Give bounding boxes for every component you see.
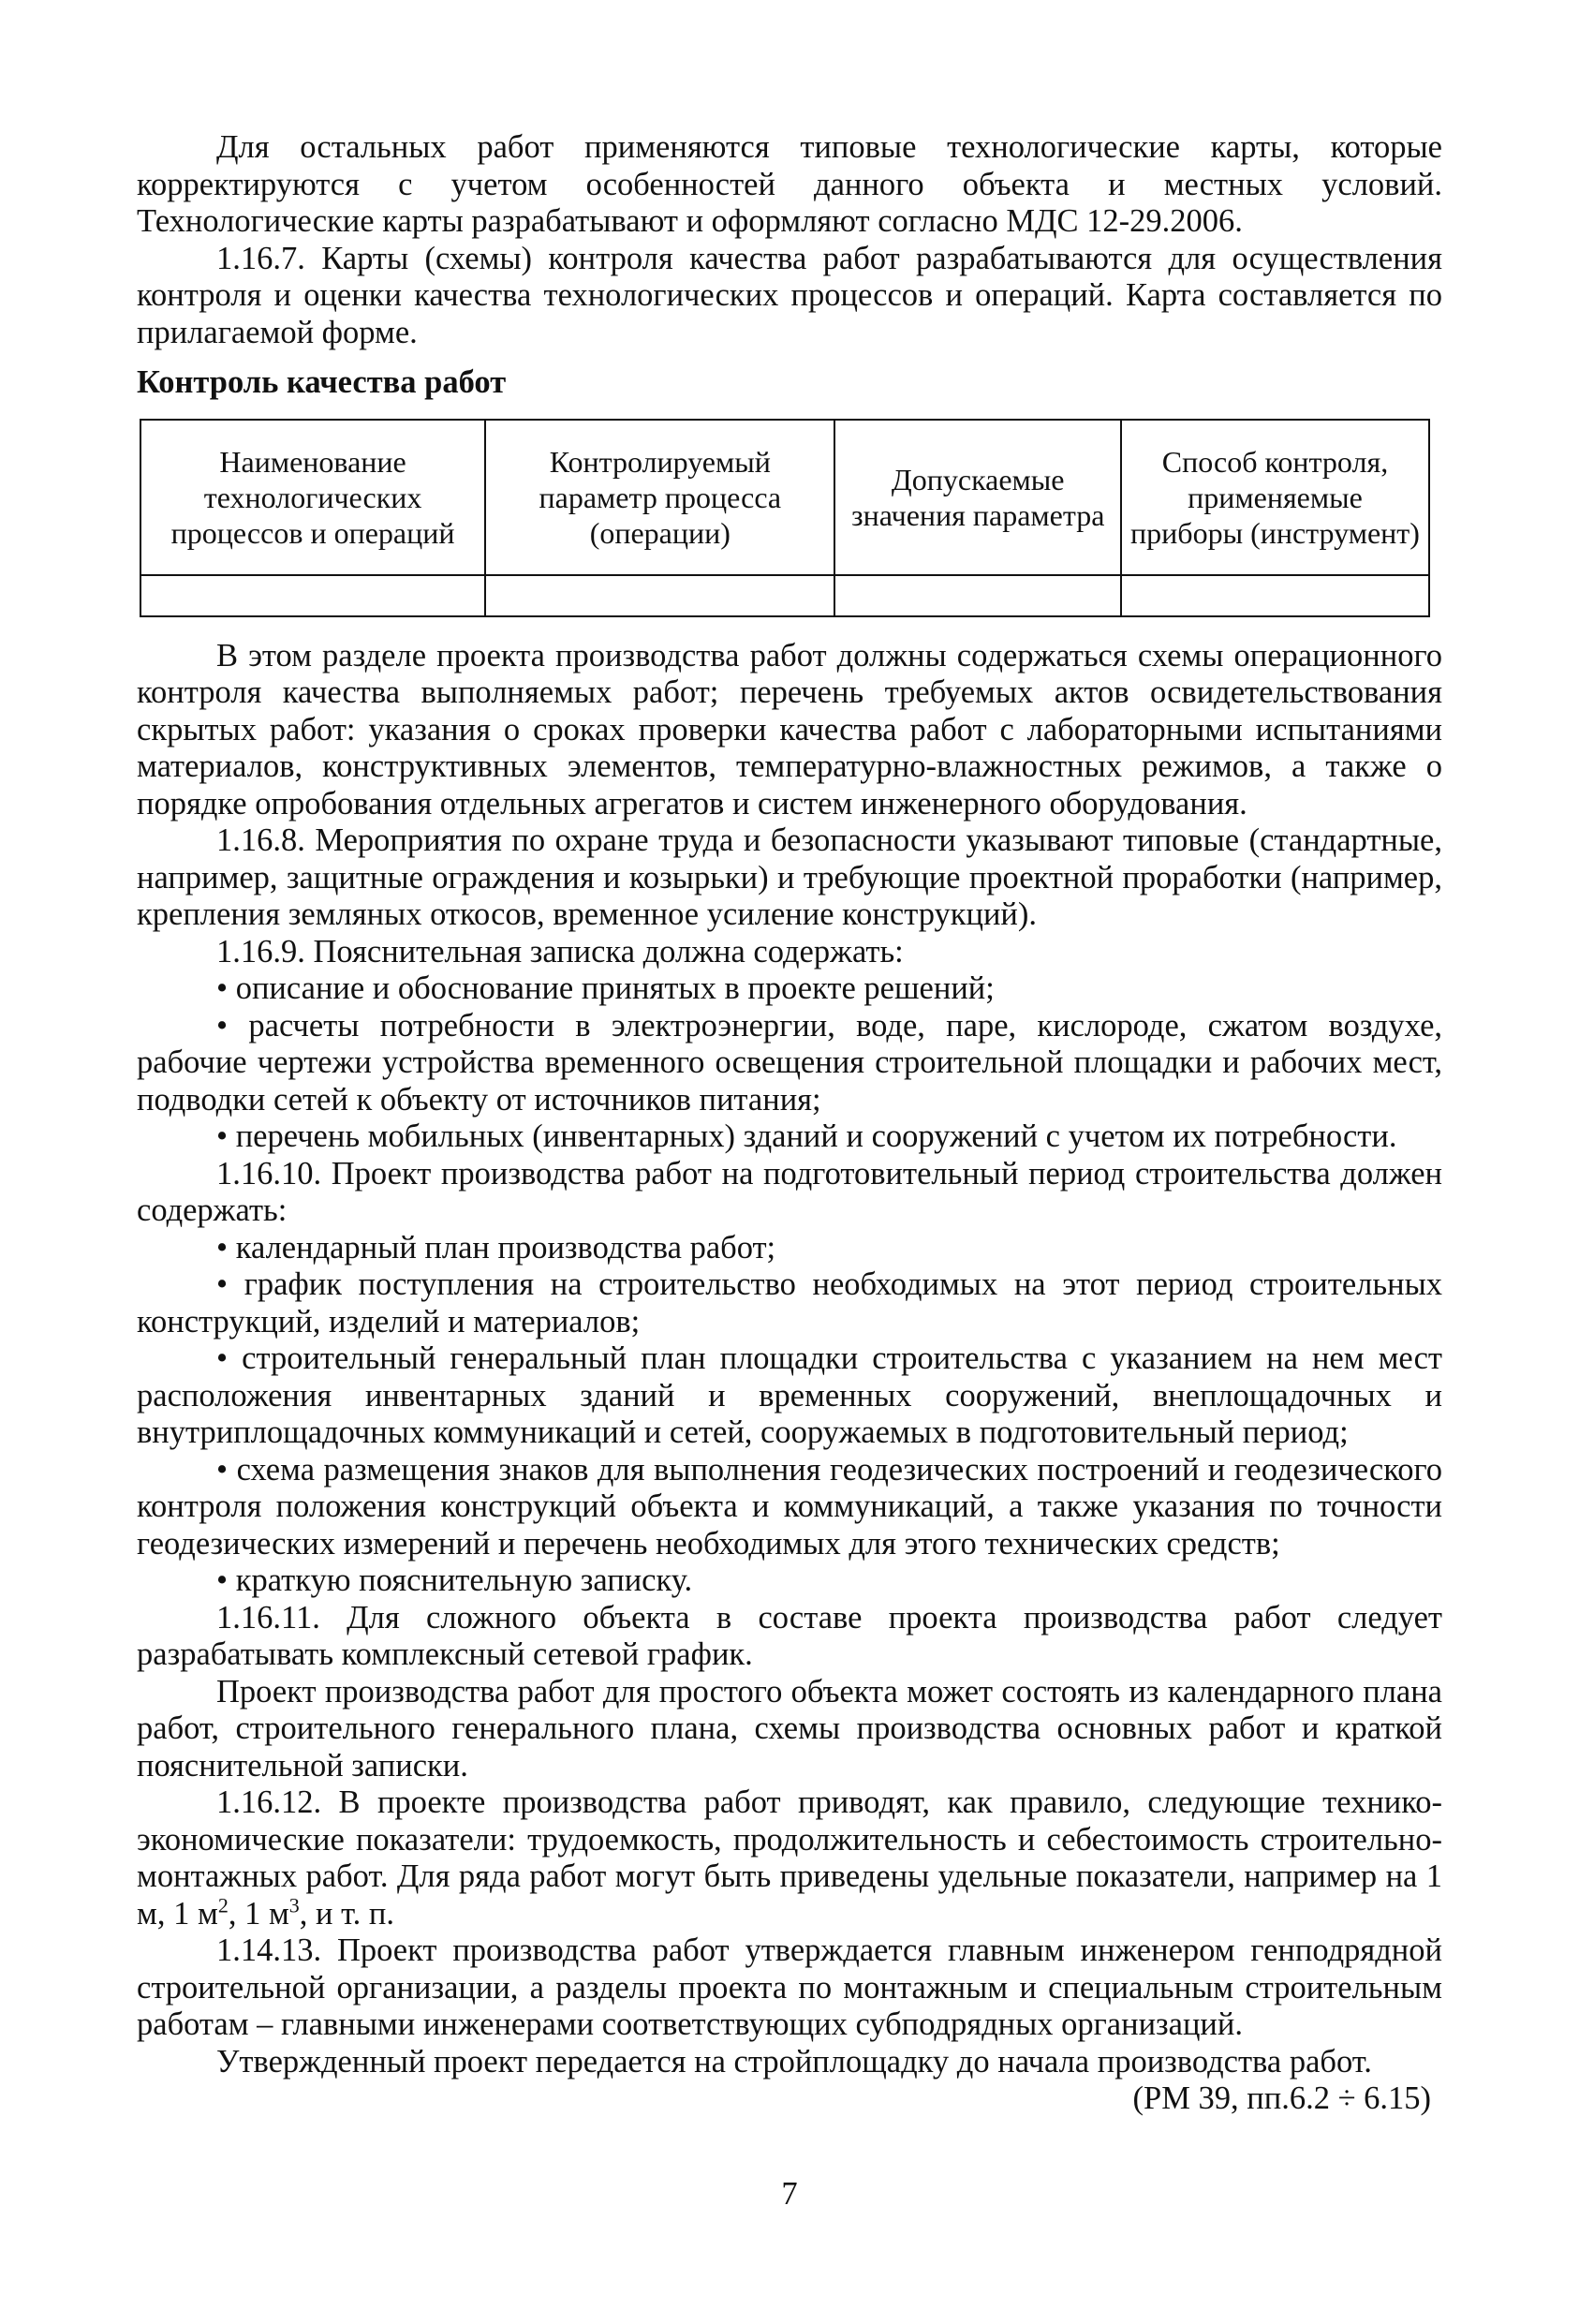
bullet-icon: • bbox=[216, 1266, 229, 1302]
bullet-icon: • bbox=[216, 1229, 229, 1266]
list-item bbox=[137, 1118, 1442, 1156]
paragraph-1-14-13: 1.14.13. Проект производства работ утверждается главным инженером генподрядной строительной организации, а разделы проекта по монтажным и специальным строительным работам – главными инженерами соответствующих субподрядных организаций. bbox=[137, 1932, 1442, 2042]
paragraph-intro: Для остальных работ применяются типовые технологические карты, которые корректируются с учетом особенностей данного объекта и местных условий. Технологические карты разрабатывают и оформляют согласно МДС 12-29.2006. bbox=[137, 129, 1442, 239]
table-header-row bbox=[140, 420, 1429, 575]
list-item-text: расчеты потребности в электроэнергии, воде, паре, кислороде, сжатом воздухе, рабочие чертежи устройства временного освещения строительной площадки и рабочих мест, подводки сетей к объекту от источников питания; bbox=[137, 1007, 1443, 1118]
list-item-text: описание и обоснование принятых в проекте решений; bbox=[235, 970, 995, 1006]
table-cell bbox=[140, 575, 485, 616]
unit-square-meter: 1 м bbox=[173, 1895, 218, 1932]
paragraph-1-16-7: 1.16.7. Карты (схемы) контроля качества работ разрабатываются для осуществления контроля и оценки качества технологических процессов и операций. Карта составляется по прилагаемой форме. bbox=[137, 240, 1442, 350]
list-item-text: краткую пояснительную записку. bbox=[235, 1562, 693, 1598]
unit-cubic-meter: 1 м bbox=[244, 1895, 289, 1932]
paragraph-1-16-12-text: 1.16.12. В проекте производства работ приводят, как правило, следующие технико-экономические показатели: трудоемкость, продолжительность и себестоимость строительно-монтажных работ. Для ряда работ могут быть приведены удельные показатели, например на bbox=[137, 1784, 1442, 1894]
table-title: Контроль качества работ bbox=[137, 364, 507, 400]
superscript-3: 3 bbox=[288, 1893, 300, 1917]
list-item-text: схема размещения знаков для выполнения геодезических построений и геодезического контроля положения конструкций объекта и коммуникаций, а также указания по точности геодезических измерений и перечень необходимых для этого технических средств; bbox=[137, 1451, 1443, 1562]
paragraph-1-16-12: 1.16.12. В проекте производства работ приводят, как правило, следующие технико-экономические показатели: трудоемкость, продолжительность и себестоимость строительно-монтажных работ. Для ряда работ могут быть приведены удельные показатели, например на 1 м, 1 $м^2$, 1 $м^3$, и т. п. bbox=[137, 1784, 1443, 1932]
list-item bbox=[137, 970, 1442, 1008]
table-cell bbox=[485, 575, 834, 616]
paragraph-simple-object: Проект производства работ для простого объекта может состоять из календарного плана работ, строительного генерального плана, схемы производства основных работ и краткой пояснительной записки. bbox=[137, 1673, 1442, 1784]
table-header-cell: Контролируемый параметр процесса (операции) bbox=[485, 420, 834, 575]
superscript-2: 2 bbox=[217, 1893, 229, 1917]
document-page bbox=[137, 129, 1442, 2213]
bullet-icon: • bbox=[216, 1562, 229, 1598]
bullet-icon: • bbox=[216, 1007, 229, 1044]
paragraph-1-16-9: 1.16.9. Пояснительная записка должна содержать: bbox=[216, 933, 904, 970]
quality-control-table bbox=[140, 419, 1430, 617]
table-header-cell: Способ контроля, применяемые приборы (инструмент) bbox=[1121, 420, 1429, 575]
list-item bbox=[137, 1266, 1442, 1340]
unit-meter: 1 м, bbox=[137, 1858, 1443, 1932]
paragraph-approved-project: Утвержденный проект передается на стройплощадку до начала производства работ. bbox=[216, 2043, 1372, 2080]
paragraph-section-contents: В этом разделе проекта производства работ должны содержаться схемы операционного контроля качества выполняемых работ; перечень требуемых актов освидетельствования скрытых работ: указания о сроках проверки качества работ с лабораторными испытаниями материалов, конструктивных элементов, температурно-влажностных режимов, а также о порядке опробования отдельных агрегатов и систем инженерного оборудования. bbox=[137, 637, 1442, 822]
list-item-text: календарный план производства работ; bbox=[235, 1229, 776, 1266]
bullet-icon: • bbox=[216, 1340, 229, 1376]
bullet-icon: • bbox=[216, 1451, 229, 1488]
list-item bbox=[137, 1562, 1442, 1600]
unit-tail: , и т. п. bbox=[299, 1895, 394, 1932]
paragraph-1-16-11: 1.16.11. Для сложного объекта в составе проекта производства работ следует разрабатывать комплексный сетевой график. bbox=[137, 1599, 1442, 1672]
bullet-icon: • bbox=[216, 970, 229, 1006]
page-number: 7 bbox=[781, 2175, 798, 2212]
list-item bbox=[137, 1008, 1442, 1119]
list-item bbox=[137, 1230, 1442, 1267]
table-cell bbox=[834, 575, 1121, 616]
list-item-text: строительный генеральный план площадки строительства с указанием на нем мест расположения инвентарных зданий и временных сооружений, внеплощадочных и внутриплощадочных коммуникаций и сетей, сооружаемых в подготовительный период; bbox=[137, 1340, 1442, 1450]
table-row bbox=[140, 575, 1429, 616]
list-item-text: перечень мобильных (инвентарных) зданий и сооружений с учетом их потребности. bbox=[235, 1118, 1397, 1154]
bullet-icon: • bbox=[216, 1118, 229, 1154]
table-header-cell: Наименование технологических процессов и операций bbox=[140, 420, 485, 575]
table-cell bbox=[1121, 575, 1429, 616]
list-item bbox=[137, 1452, 1442, 1563]
paragraph-1-16-8: 1.16.8. Мероприятия по охране труда и безопасности указывают типовые (стандартные, например, защитные ограждения и козырьки) и требующие проектной проработки (например, крепления земляных откосов, временное усиление конструкций). bbox=[137, 822, 1442, 932]
list-item bbox=[137, 1340, 1442, 1452]
paragraph-1-16-10: 1.16.10. Проект производства работ на подготовительный период строительства должен содержать: bbox=[137, 1155, 1442, 1228]
source-reference: (РМ 39, пп.6.2 ÷ 6.15) bbox=[1132, 2080, 1431, 2116]
table-header-cell: Допускаемые значения параметра bbox=[834, 420, 1121, 575]
list-item-text: график поступления на строительство необходимых на этот период строительных конструкций, изделий и материалов; bbox=[137, 1266, 1443, 1340]
